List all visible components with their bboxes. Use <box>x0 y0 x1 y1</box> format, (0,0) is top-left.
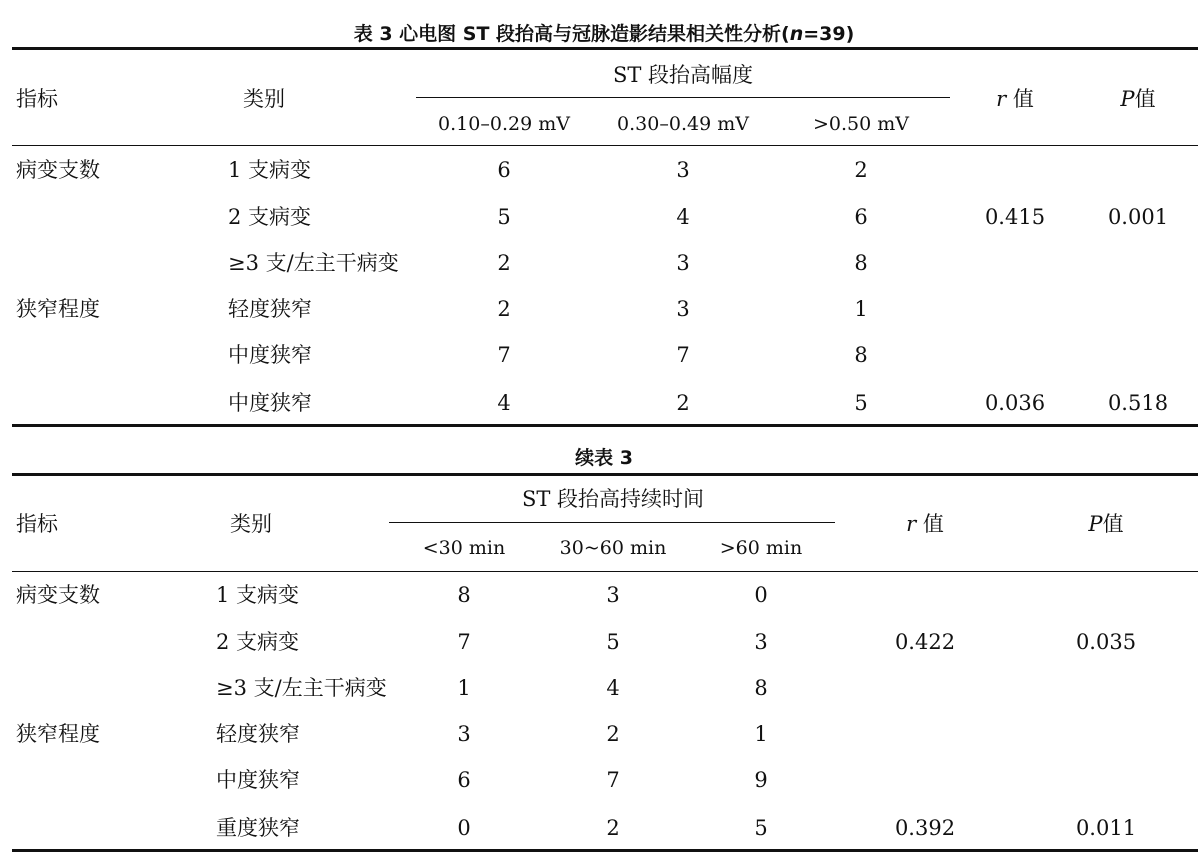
table1-r-lesions: 0.415 <box>984 205 1046 229</box>
table2-row5-v1: 6 <box>457 768 471 792</box>
table1-r-stenosis: 0.036 <box>984 391 1046 415</box>
table1-row6-v3: 5 <box>854 391 868 415</box>
table2-row4-v3: 1 <box>754 722 768 746</box>
table1-row3-v1: 2 <box>497 251 511 275</box>
table1-row3-category: ≥3 支/左主干病变 <box>228 251 399 275</box>
table1-header-category: 类别 <box>243 87 285 111</box>
table1-header-rule <box>12 145 1198 146</box>
table1-row5-category: 中度狭窄 <box>228 343 312 367</box>
table2-row1-v2: 3 <box>606 583 620 607</box>
table2-header-indicator: 指标 <box>16 512 58 536</box>
table2-row5-v2: 7 <box>606 768 620 792</box>
table2-col-2: 30~60 min <box>559 537 667 559</box>
table2-p-stenosis: 0.011 <box>1075 816 1137 840</box>
table2-row3-v2: 4 <box>606 676 620 700</box>
table2-row3-category: ≥3 支/左主干病变 <box>216 676 387 700</box>
table1-row6-v1: 4 <box>497 391 511 415</box>
table1-p-lesions: 0.001 <box>1107 205 1169 229</box>
table2-row2-v3: 3 <box>754 630 768 654</box>
table2-header-rule <box>12 571 1198 572</box>
table2-row3-v3: 8 <box>754 676 768 700</box>
table2-row4-v2: 2 <box>606 722 620 746</box>
table2-group-rule <box>389 522 835 523</box>
table1-row4-v3: 1 <box>854 297 868 321</box>
table1-row1-category: 1 支病变 <box>228 158 312 182</box>
table2-row2-category: 2 支病变 <box>216 630 300 654</box>
table1-row4-v1: 2 <box>497 297 511 321</box>
table2-header-r: r 值 <box>906 512 944 536</box>
table2-row6-category: 重度狭窄 <box>216 816 300 840</box>
table1-row2-v2: 4 <box>676 205 690 229</box>
table1-row1-v1: 6 <box>497 158 511 182</box>
table1-row6-category: 中度狭窄 <box>228 391 312 415</box>
table1-p-stenosis: 0.518 <box>1107 391 1169 415</box>
table1-row2-v3: 6 <box>854 205 868 229</box>
table1-row2-category: 2 支病变 <box>228 205 312 229</box>
table2-row2-v2: 5 <box>606 630 620 654</box>
table1-row6-v2: 2 <box>676 391 690 415</box>
table2-row4-v1: 3 <box>457 722 471 746</box>
table2-header-p: P值 <box>1088 512 1124 536</box>
table2-row1-v1: 8 <box>457 583 471 607</box>
table2-row1-v3: 0 <box>754 583 768 607</box>
table2-row6-v3: 5 <box>754 816 768 840</box>
table2-group-lesions: 病变支数 <box>16 583 100 607</box>
table2-row3-v1: 1 <box>457 676 471 700</box>
table1-row3-v3: 8 <box>854 251 868 275</box>
table1-row4-category: 轻度狭窄 <box>228 297 312 321</box>
table1-row5-v3: 8 <box>854 343 868 367</box>
table2-p-lesions: 0.035 <box>1075 630 1137 654</box>
table2-group-stenosis: 狭窄程度 <box>16 722 100 746</box>
table2-bottom-rule <box>12 849 1198 852</box>
table1-header-group: ST 段抬高幅度 <box>612 63 754 87</box>
table1-col-1: 0.10–0.29 mV <box>438 113 570 135</box>
table1-group-rule <box>416 97 950 98</box>
table2-top-rule <box>12 473 1198 476</box>
table1-header-p: P值 <box>1120 87 1156 111</box>
table1-row1-v2: 3 <box>676 158 690 182</box>
table2-row4-category: 轻度狭窄 <box>216 722 300 746</box>
table2-col-3: >60 min <box>719 537 803 559</box>
table2-row6-v1: 0 <box>457 816 471 840</box>
table2-header-group: ST 段抬高持续时间 <box>521 487 705 511</box>
table1-header-indicator: 指标 <box>16 87 58 111</box>
table1-col-2: 0.30–0.49 mV <box>617 113 749 135</box>
table2-row1-category: 1 支病变 <box>216 583 300 607</box>
table1-header-r: r 值 <box>996 87 1034 111</box>
table2-r-lesions: 0.422 <box>894 630 956 654</box>
table2-row5-category: 中度狭窄 <box>216 768 300 792</box>
table1-col-3: >0.50 mV <box>812 113 910 135</box>
table2-col-1: <30 min <box>422 537 506 559</box>
table1-row5-v1: 7 <box>497 343 511 367</box>
table2-row6-v2: 2 <box>606 816 620 840</box>
table1-group-stenosis: 狭窄程度 <box>16 297 100 321</box>
table1-row4-v2: 3 <box>676 297 690 321</box>
table1-row3-v2: 3 <box>676 251 690 275</box>
table1-row5-v2: 7 <box>676 343 690 367</box>
table1-caption: 表 3 心电图 ST 段抬高与冠脉造影结果相关性分析(n=39) <box>353 23 855 45</box>
table2-row5-v3: 9 <box>754 768 768 792</box>
table2-header-category: 类别 <box>230 512 272 536</box>
table2-caption: 续表 3 <box>575 447 633 469</box>
table1-group-lesions: 病变支数 <box>16 158 100 182</box>
table1-bottom-rule <box>12 424 1198 427</box>
table2-row2-v1: 7 <box>457 630 471 654</box>
table1-row2-v1: 5 <box>497 205 511 229</box>
table1-top-rule <box>12 47 1198 50</box>
table1-row1-v3: 2 <box>854 158 868 182</box>
table2-r-stenosis: 0.392 <box>894 816 956 840</box>
